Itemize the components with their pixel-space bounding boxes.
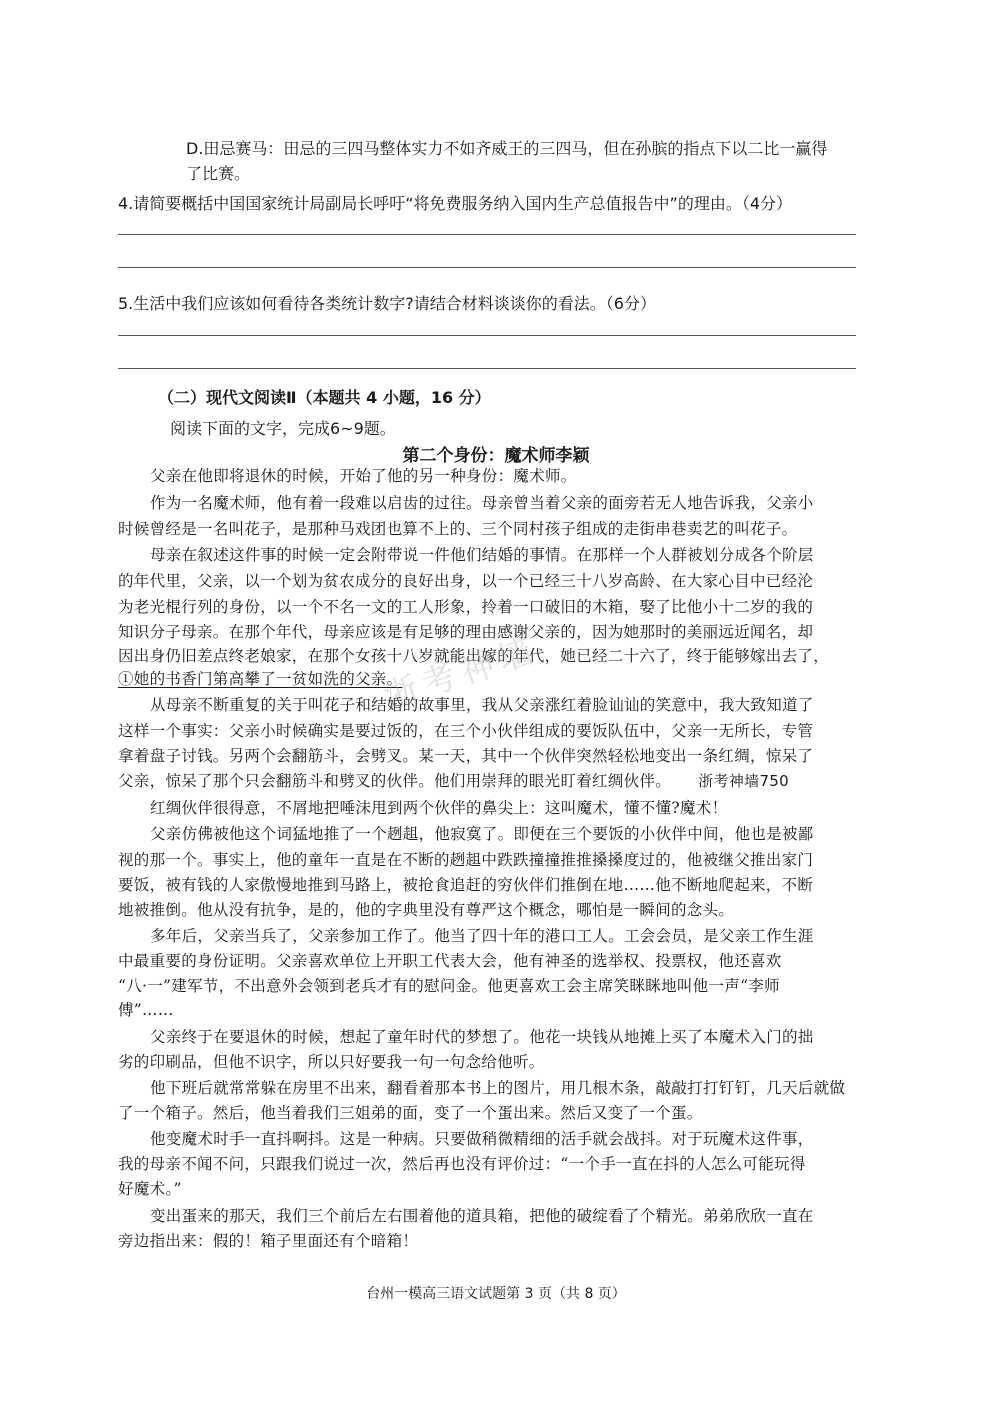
paragraph-3-line-2: 的年代里，父亲，以一个划为贫农成分的良好出身，以一个已经三十八岁高龄、在大家心目中已经沦 bbox=[118, 572, 814, 590]
paragraph-10-line-1: 他变魔术时手一直抖啊抖。这是一种病。只要做稍微精细的活手就会战抖。对于玩魔术这件事， bbox=[150, 1130, 814, 1148]
paragraph-6-line-3: 要饭，被有钱的人家傲慢地推到马路上，被抢食追赶的穷伙伴们推倒在地……他不断地爬起来，不断 bbox=[118, 876, 814, 894]
paragraph-7-line-3: “八·一”建军节，不出意外会领到老兵才有的慰问金。他更喜欢工会主席笑眯眯地叫他一声“李师 bbox=[118, 977, 780, 995]
paragraph-7-line-4: 傅”…… bbox=[118, 1001, 174, 1019]
paragraph-7-line-1: 多年后，父亲当兵了，父亲参加工作了。他当了四十年的港口工人。工会会员，是父亲工作生涯 bbox=[150, 927, 814, 945]
paragraph-3-line-3: 为老光棍行列的身份，以一个不名一文的工人形象，拎着一口破旧的木箱，娶了比他小十二岁的我的 bbox=[118, 598, 814, 616]
paragraph-4-line-2: 这样一个事实：父亲小时候确实是要过饭的，在三个小伙伴组成的要饭队伍中，父亲一无所长，专管 bbox=[118, 722, 814, 740]
paragraph-4-line-4 bbox=[118, 771, 858, 791]
paragraph-11-line-2: 旁边指出来：假的！箱子里面还有个暗箱！ bbox=[118, 1232, 419, 1250]
paragraph-2-line-2: 时候曾经是一名叫花子，是那种马戏团也算不上的、三个同村孩子组成的走街串巷卖艺的叫花子。 bbox=[118, 520, 798, 538]
paragraph-9-line-1: 他下班后就常常躲在房里不出来，翻看着那本书上的图片，用几根木条，敲敲打打钉钉，几天后就做 bbox=[150, 1079, 846, 1097]
paragraph-8-line-1: 父亲终于在要退休的时候，想起了童年时代的梦想了。他花一块钱从地摊上买了本魔术入门的拙 bbox=[150, 1028, 814, 1046]
watermark: 浙考神墙 bbox=[378, 630, 544, 718]
paragraph-2-line-1: 作为一名魔术师，他有着一段难以启齿的过往。母亲曾当着父亲的面旁若无人地告诉我，父亲小 bbox=[150, 494, 814, 512]
paragraph-11-line-1: 变出蛋来的那天，我们三个前后左右围着他的道具箱，把他的破绽看了个精光。弟弟欣欣一直在 bbox=[150, 1207, 814, 1225]
paragraph-9-line-2: 了一个箱子。然后，他当着我们三姐弟的面，变了一个蛋出来。然后又变了一个蛋。 bbox=[118, 1104, 703, 1122]
answer-line[interactable] bbox=[118, 368, 856, 369]
paragraph-7-line-2: 中最重要的身份证明。父亲喜欢单位上开职工代表大会，他有神圣的选举权、投票权，他还喜欢 bbox=[118, 952, 782, 970]
article-title: 第二个身份：魔术师李颖 bbox=[402, 446, 590, 466]
section-heading: （二）现代文阅读Ⅱ（本题共 4 小题，16 分） bbox=[158, 388, 491, 407]
paragraph-10-line-2: 我的母亲不闻不问，只跟我们说过一次，然后再也没有评价过：“一个手一直在抖的人怎么可能玩得 bbox=[118, 1155, 806, 1173]
paragraph-6-line-1: 父亲仿佛被他这个词猛地推了一个趔趄，他寂寞了。即便在三个要饭的小伙伴中间，他也是被鄙 bbox=[150, 825, 814, 843]
marked-sentence-1: ①她的书香门第高攀了一贫如洗的父亲。 bbox=[118, 670, 403, 688]
paragraph-5: 红绸伙伴很得意，不屑地把唾沫甩到两个伙伴的鼻尖上：这叫魔术，懂不懂?魔术！ bbox=[150, 799, 728, 817]
paragraph-6-line-4: 地被推倒。他从没有抗争，是的，他的字典里没有尊严这个概念，哪怕是一瞬间的念头。 bbox=[118, 901, 735, 919]
paragraph-3-line-5: 因出身仍旧差点终老娘家，在那个女孩十八岁就能出嫁的年代，她已经二十六了，终于能够嫁出去了， bbox=[118, 647, 830, 665]
paragraph-4-text: 父亲，惊呆了那个只会翻筋斗和劈叉的伙伴。他们用崇拜的眼光盯着红绸伙伴。 bbox=[118, 772, 672, 790]
option-d-line-2: 了比赛。 bbox=[186, 164, 251, 183]
answer-line[interactable] bbox=[118, 234, 856, 235]
question-5: 5.生活中我们应该如何看待各类统计数字?请结合材料谈谈你的看法。（6分） bbox=[118, 294, 656, 313]
option-d-line-1: D.田忌赛马：田忌的三四马整体实力不如齐威王的三四马，但在孙膑的指点下以二比一赢得 bbox=[186, 139, 828, 158]
page-footer: 台州一模高三语文试题第 3 页（共 8 页） bbox=[366, 1286, 626, 1302]
paragraph-1: 父亲在他即将退休的时候，开始了他的另一种身份：魔术师。 bbox=[150, 467, 577, 485]
answer-line[interactable] bbox=[118, 335, 856, 336]
answer-line[interactable] bbox=[118, 267, 856, 268]
paragraph-4-line-1: 从母亲不断重复的关于叫花子和结婚的故事里，我从父亲涨红着脸讪讪的笑意中，我大致知道了 bbox=[150, 696, 814, 714]
paragraph-6-line-2: 视的那一个。事实上，他的童年一直是在不断的趔趄中跌跌撞撞推推搡搡度过的，他被继父推出家门 bbox=[118, 851, 814, 869]
watermark-note: 浙考神墙750 bbox=[698, 772, 789, 790]
question-4: 4.请简要概括中国国家统计局副局长呼吁“将免费服务纳入国内生产总值报告中”的理由。（4分） bbox=[118, 194, 793, 213]
reading-instruction: 阅读下面的文字，完成6~9题。 bbox=[170, 419, 396, 438]
paragraph-8-line-2: 劣的印刷品，但他不识字，所以只好要我一句一句念给他听。 bbox=[118, 1053, 545, 1071]
paragraph-3-line-1: 母亲在叙述这件事的时候一定会附带说一件他们结婚的事情。在那样一个人群被划分成各个阶层 bbox=[150, 546, 814, 564]
paragraph-10-line-3: 好魔术。” bbox=[118, 1180, 182, 1198]
paragraph-4-line-3: 拿着盘子讨钱。另两个会翻筋斗，会劈叉。某一天，其中一个伙伴突然轻松地变出一条红绸，惊呆了 bbox=[118, 747, 814, 765]
paragraph-3-line-4: 知识分子母亲。在那个年代，母亲应该是有足够的理由感谢父亲的，因为她那时的美丽远近闻名，却 bbox=[118, 623, 814, 641]
